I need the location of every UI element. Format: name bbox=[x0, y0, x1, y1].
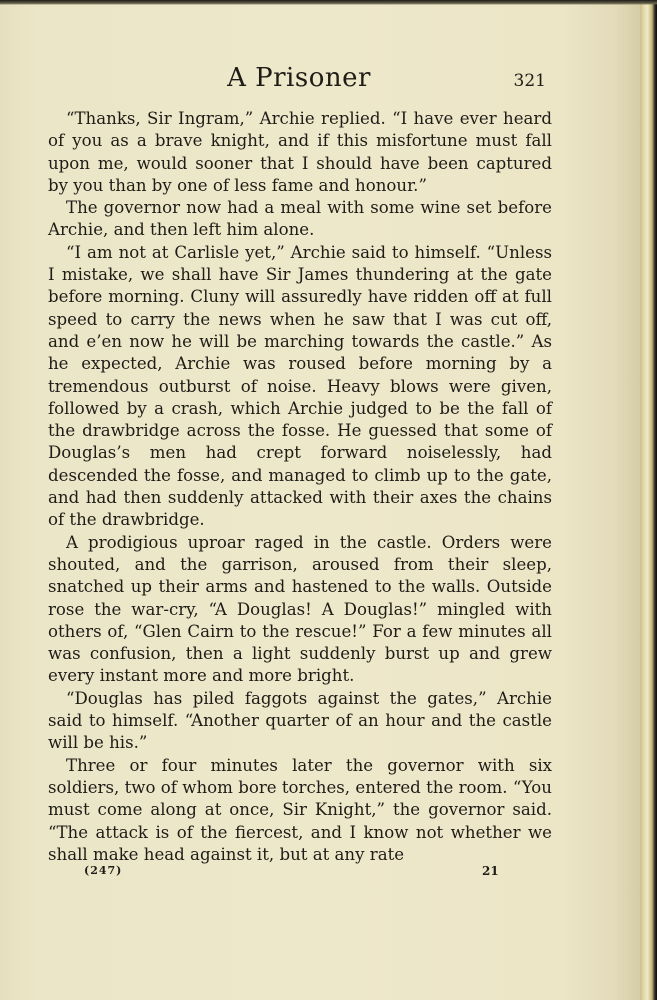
scan-top-edge bbox=[0, 0, 657, 5]
page-number: 321 bbox=[513, 71, 546, 91]
page-edge bbox=[640, 0, 657, 1000]
paragraph-2: The governor now had a meal with some wine set before Archie, and then left him alone. bbox=[48, 198, 552, 240]
paragraph-5: “Douglas has piled faggots against the gates,” Archie said to himself. “Another quarter of an hour and the castle will be his.” bbox=[48, 688, 552, 753]
paragraph-6: Three or four minutes later the governor with six soldiers, two of whom bore torches, entered the room. “You must come along at once, Sir Knight,” the governor said. “The attack is of the fiercest, and I know not whether we shall make head against it, but at any rate bbox=[48, 755, 552, 864]
gathering-number: 21 bbox=[482, 864, 499, 878]
paragraph-1: “Thanks, Sir Ingram,” Archie replied. “I have ever heard of you as a brave knight, and if this misfortune must fall upon me, would sooner that I should have been captured by you than by one of less fame and honour.” bbox=[48, 109, 552, 195]
paragraph-3: “I am not at Carlisle yet,” Archie said to himself. “Unless I mistake, we shall have Sir James thundering at the gate before morning. Cluny will assuredly have ridden off at full speed to carry the news when he saw that I was cut off, and e’en now he will be marching towards the castle.” As he expected, Archie was roused before morning by a tremendous outburst of noise. Heavy blows were given, followed by a crash, which Archie judged to be the fall of the drawbridge across the fosse. He guessed that some of Douglas’s men had crept forward noiselessly, had descended the fosse, and managed to climb up to the gate, and had then suddenly attacked with their axes the chains of the drawbridge. bbox=[48, 242, 552, 530]
running-head: A Prisoner bbox=[227, 63, 371, 93]
paragraph-4: A prodigious uproar raged in the castle. Orders were shouted, and the garrison, aroused from their sleep, snatched up their arms and hastened to the walls. Outside rose the war-cry, “A Douglas! A Douglas!” mingled with others of, “Glen Cairn to the rescue!” For a few minutes all was confusion, then a light suddenly burst up and grew every instant more and more bright. bbox=[48, 532, 552, 686]
signature-mark: (247) bbox=[84, 864, 123, 877]
page-header bbox=[48, 60, 550, 100]
page-footer bbox=[48, 864, 552, 884]
body-text bbox=[48, 108, 552, 866]
